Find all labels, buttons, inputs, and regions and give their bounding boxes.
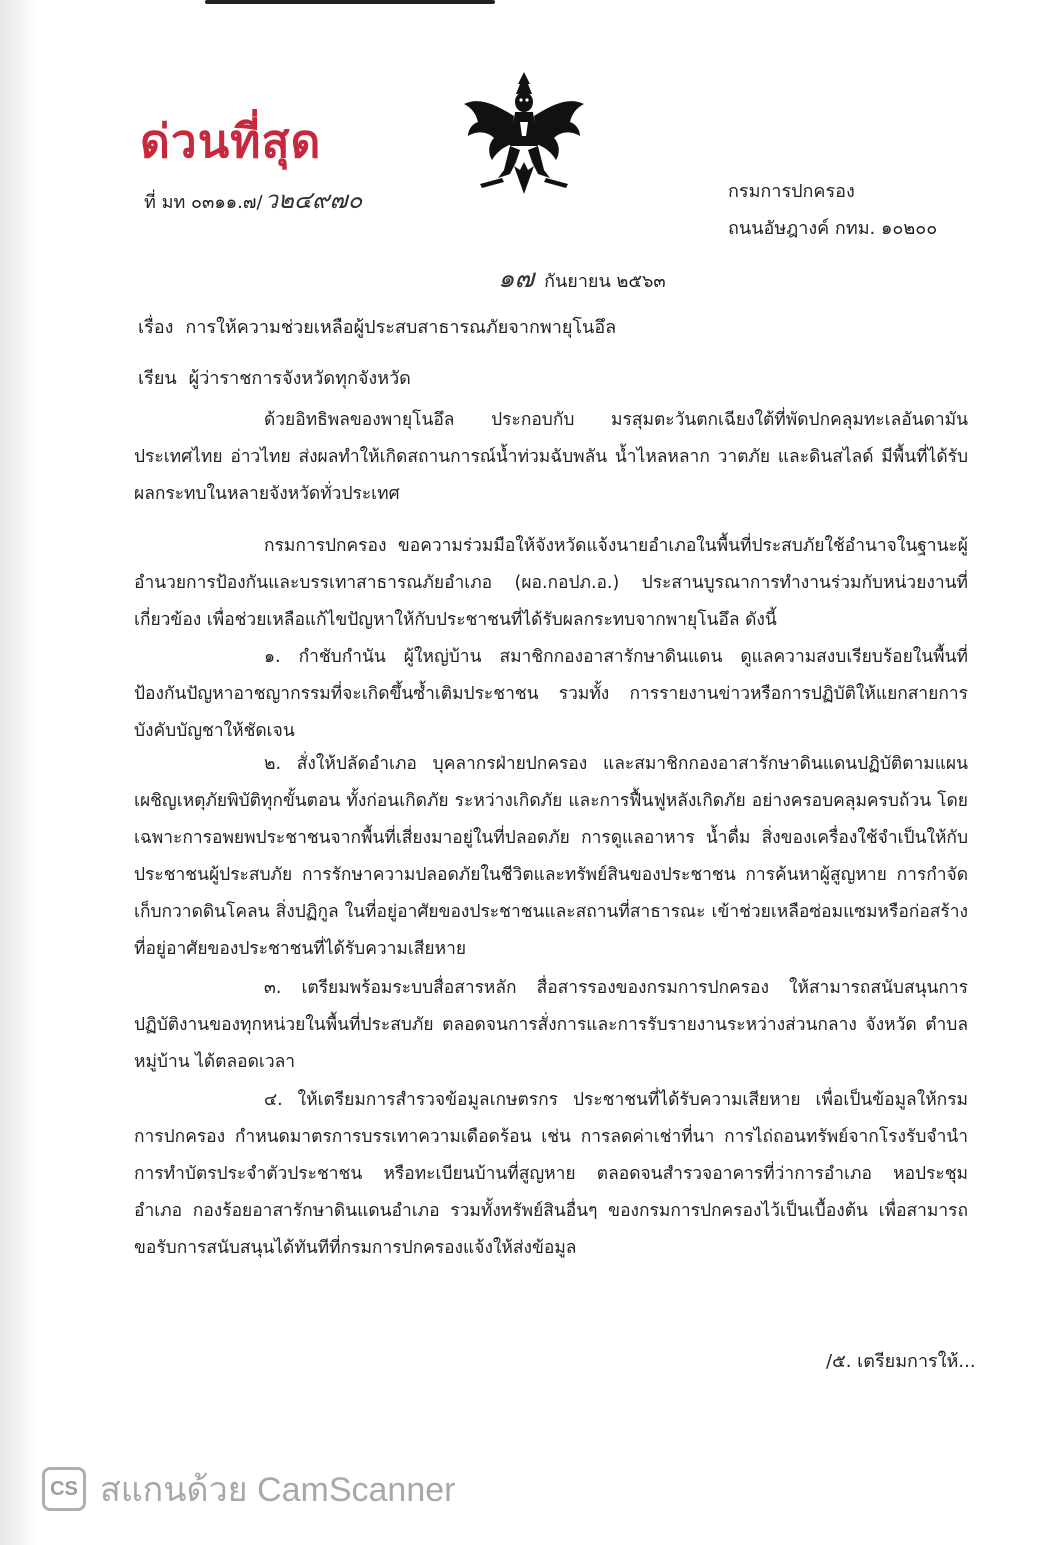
body-paragraph <box>134 528 968 639</box>
reference-number <box>144 180 362 219</box>
salutation-text: ผู้ว่าราชการจังหวัดทุกจังหวัด <box>188 368 411 389</box>
list-item-text: ๑. กำชับกำนัน ผู้ใหญ่บ้าน สมาชิกกองอาสารักษาดินแดน ดูแลความสงบเรียบร้อยในพื้นที่ ป้องกันปัญหาอาชญากรรมที่จะเกิดขึ้นซ้ำเติมประชาชน รวมทั้ง การรายงานข่าวหรือการปฏิบัติให้แยกสายการบังคับบัญชาให้ชัดเจน <box>134 647 968 741</box>
document-date <box>498 258 666 299</box>
reference-handwritten-number: ว๒๔๙๗๐ <box>264 186 363 214</box>
subject-label: เรื่อง <box>138 317 174 338</box>
subject-text: การให้ความช่วยเหลือผู้ประสบสาธารณภัยจากพายุโนอึล <box>185 317 617 338</box>
list-item <box>134 1082 968 1267</box>
scan-shadow-edge <box>0 0 38 1545</box>
agency-address: ถนนอัษฎางค์ กทม. ๑๐๒๐๐ <box>728 218 938 239</box>
camscanner-logo-icon: CS <box>42 1467 86 1511</box>
agency-name: กรมการปกครอง <box>728 181 855 202</box>
date-month-year: กันยายน ๒๕๖๓ <box>544 271 666 292</box>
body-paragraph <box>134 402 968 513</box>
date-day-handwritten: ๑๗ <box>498 264 535 294</box>
paragraph-text: กรมการปกครอง ขอความร่วมมือให้จังหวัดแจ้งนายอำเภอในพื้นที่ประสบภัยใช้อำนาจในฐานะผู้อำนวยการป้องกันและบรรเทาสาธารณภัยอำเภอ (ผอ.กอปภ.อ.) ประสานบูรณาการทำงานร่วมกับหน่วยงานที่เกี่ยวข้อง เพื่อช่วยเหลือแก้ไขปัญหาให้กับประชาชนที่ได้รับผลกระทบจากพายุโนอึล ดังนี้ <box>134 536 968 630</box>
list-item-text: ๒. สั่งให้ปลัดอำเภอ บุคลากรฝ่ายปกครอง และสมาชิกกองอาสารักษาดินแดนปฏิบัติตามแผนเผชิญเหตุภัยพิบัติทุกขั้นตอน ทั้งก่อนเกิดภัย ระหว่างเกิดภัย และการฟื้นฟูหลังเกิดภัย อย่างครอบคลุมครบถ้วน โดยเฉพาะการอพยพประชาชนจากพื้นที่เสี่ยงมาอยู่ในที่ปลอดภัย การดูแลอาหาร น้ำดื่ม สิ่งของเครื่องใช้จำเป็นให้กับประชาชนผู้ประสบภัย การรักษาความปลอดภัยในชีวิตและทรัพย์สินของประชาชน การค้นหาผู้สูญหาย การกำจัดเก็บกวาดดินโคลน สิ่งปฏิกูล ในที่อยู่อาศัยของประชาชนและสถานที่สาธารณะ เข้าช่วยเหลือซ่อมแซมหรือก่อสร้างที่อยู่อาศัยของประชาชนที่ได้รับความเสียหาย <box>134 754 968 959</box>
scan-top-mark <box>205 0 495 4</box>
list-item-text: ๓. เตรียมพร้อมระบบสื่อสารหลัก สื่อสารรองของกรมการปกครอง ให้สามารถสนับสนุนการปฏิบัติงานของทุกหน่วยในพื้นที่ประสบภัย ตลอดจนการสั่งการและการรับรายงานระหว่างส่วนกลาง จังหวัด ตำบล หมู่บ้าน ได้ตลอดเวลา <box>134 978 968 1072</box>
garuda-emblem-icon <box>458 66 590 198</box>
subject-line <box>138 312 616 341</box>
list-item <box>134 970 968 1081</box>
reference-prefix: ที่ มท ๐๓๑๑.๗/ <box>144 192 263 213</box>
continuation-note: /๕. เตรียมการให้... <box>826 1351 976 1372</box>
list-item <box>134 746 968 968</box>
list-item-text: ๔. ให้เตรียมการสำรวจข้อมูลเกษตรกร ประชาชนที่ได้รับความเสียหาย เพื่อเป็นข้อมูลให้กรมการปกครอง กำหนดมาตรการบรรเทาความเดือดร้อน เช่น การลดค่าเช่าที่นา การไถ่ถอนทรัพย์จากโรงรับจำนำ การทำบัตรประจำตัวประชาชน หรือทะเบียนบ้านที่สูญหาย ตลอดจนสำรวจอาคารที่ว่าการอำเภอ หอประชุมอำเภอ กองร้อยอาสารักษาดินแดนอำเภอ รวมทั้งทรัพย์สินอื่นๆ ของกรมการปกครองไว้เป็นเบื้องต้น เพื่อสามารถขอรับการสนับสนุนได้ทันทีที่กรมการปกครองแจ้งให้ส่งข้อมูล <box>134 1090 968 1258</box>
camscanner-watermark <box>42 1462 455 1516</box>
salutation-line <box>138 363 411 392</box>
paragraph-text: ด้วยอิทธิพลของพายุโนอึล ประกอบกับ มรสุมตะวันตกเฉียงใต้ที่พัดปกคลุมทะเลอันดามัน ประเทศไทย อ่าวไทย ส่งผลทำให้เกิดสถานการณ์น้ำท่วมฉับพลัน น้ำไหลหลาก วาตภัย และดินสไลด์ มีพื้นที่ได้รับผลกระทบในหลายจังหวัดทั่วประเทศ <box>134 410 968 504</box>
salutation-label: เรียน <box>138 368 177 389</box>
urgency-stamp: ด่วนที่สุด <box>140 114 322 168</box>
list-item <box>134 639 968 750</box>
watermark-text: สแกนด้วย CamScanner <box>100 1471 456 1509</box>
